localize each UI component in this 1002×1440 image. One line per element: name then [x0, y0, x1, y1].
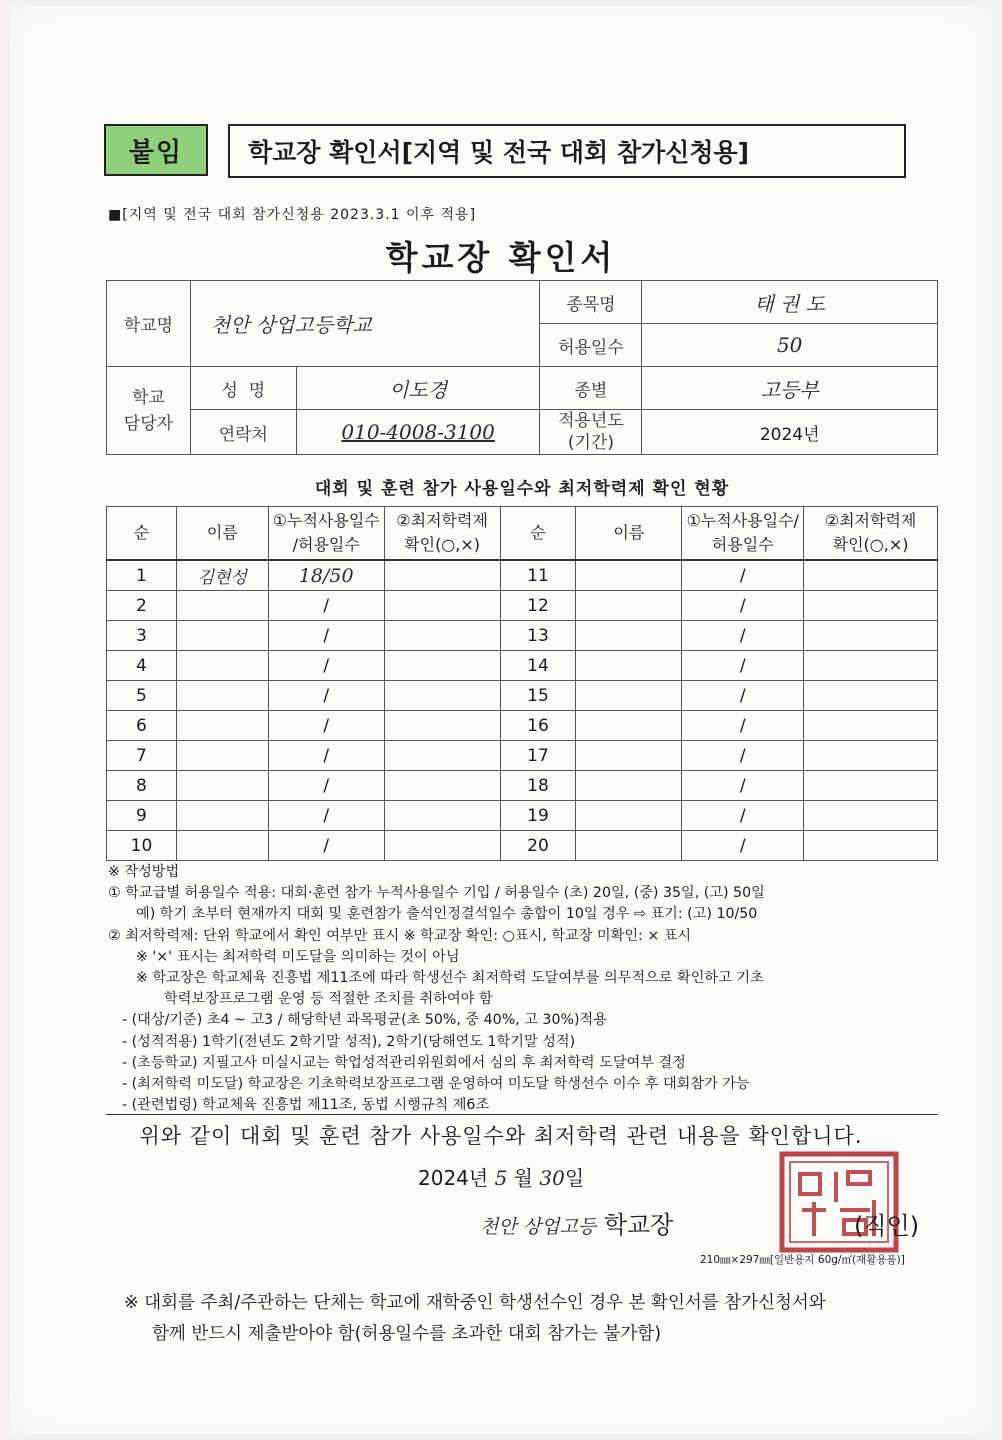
table-row: [107, 651, 938, 681]
page-title: 학교장 확인서: [385, 238, 617, 277]
grade-check: [804, 621, 938, 651]
student-name: [176, 681, 268, 711]
days-used: 18/50: [268, 560, 384, 591]
instruction-line: - (최저학력 미도달) 학교장은 기초학력보장프로그램 운영하여 미도달 학생선수 이수 후 대회참가 가능: [122, 1076, 750, 1093]
divider: [106, 1114, 938, 1115]
student-name: [576, 560, 682, 591]
allowed-days-value: 50: [642, 324, 938, 367]
row-number: 5: [107, 681, 177, 711]
student-name: [576, 801, 682, 831]
name-label: 성 명: [190, 367, 296, 410]
row-number: 14: [500, 651, 576, 681]
row-number: 2: [107, 591, 177, 621]
school-label: 학교명: [107, 281, 191, 367]
student-name: [576, 831, 682, 861]
row-number: 4: [107, 651, 177, 681]
days-used: /: [268, 741, 384, 771]
info-table: [106, 280, 938, 455]
row-number: 16: [500, 711, 576, 741]
grade-check: [804, 591, 938, 621]
table-row: [107, 560, 938, 591]
days-used: /: [268, 831, 384, 861]
row-number: 18: [500, 771, 576, 801]
instructions-heading: ※ 작성방법: [108, 864, 180, 880]
row-number: 20: [500, 831, 576, 861]
table-row: [107, 591, 938, 621]
category-label: 종별: [540, 367, 642, 410]
header-days-right: ①누적사용일수/ 허용일수: [682, 507, 804, 561]
date-day: 30: [539, 1166, 565, 1190]
student-name: [176, 711, 268, 741]
grade-check: [804, 651, 938, 681]
instruction-line: ② 최저학력제: 단위 학교에서 확인 여부만 표시 ※ 학교장 확인: ○표시, 학교장 미확인: × 표시: [108, 927, 692, 944]
student-name: [576, 711, 682, 741]
date-month: 5: [494, 1166, 508, 1190]
row-number: 1: [107, 560, 177, 591]
instruction-line: - (성적적용) 1학기(전년도 2학기말 성적), 2학기(당해연도 1학기말 성적): [122, 1033, 576, 1050]
student-name: [176, 621, 268, 651]
grade-check: [384, 711, 500, 741]
table-row: [107, 831, 938, 861]
table-row: [107, 681, 938, 711]
student-name: [176, 771, 268, 801]
row-number: 15: [500, 681, 576, 711]
header-days-left: ①누적사용일수 /허용일수: [268, 507, 384, 561]
principal-label: 학교장: [603, 1211, 674, 1239]
grade-check: [804, 771, 938, 801]
row-number: 10: [107, 831, 177, 861]
school-handwritten: 천안 상업고등: [480, 1216, 597, 1238]
header-no-right: 순: [500, 507, 576, 561]
submission-note-line: 함께 반드시 제출받아야 함(허용일수를 초과한 대회 참가는 불가함): [152, 1324, 662, 1344]
days-used: /: [682, 681, 804, 711]
instructions: [108, 862, 948, 1116]
grade-check: [384, 591, 500, 621]
student-name: 김현성: [176, 560, 268, 591]
table-row: [107, 621, 938, 651]
student-name: [576, 621, 682, 651]
row-number: 11: [500, 560, 576, 591]
grade-check: [804, 711, 938, 741]
row-number: 12: [500, 591, 576, 621]
days-used: /: [682, 560, 804, 591]
student-name: [576, 591, 682, 621]
days-used: /: [268, 681, 384, 711]
grade-check: [804, 801, 938, 831]
instruction-line: - (초등학교) 지필고사 미실시교는 학업성적관리위원회에서 심의 후 최저학력 도달여부 결정: [122, 1054, 686, 1071]
allowed-days-label: 허용일수: [540, 324, 642, 367]
instruction-line: - (관련법령) 학교체육 진흥법 제11조, 동법 시행규칙 제6조: [122, 1097, 490, 1114]
student-name: [176, 651, 268, 681]
student-name: [576, 651, 682, 681]
days-used: /: [268, 711, 384, 741]
row-number: 13: [500, 621, 576, 651]
manager-label: 학교 담당자: [107, 367, 191, 455]
issue-date: [418, 1162, 584, 1191]
row-number: 19: [500, 801, 576, 831]
grade-check: [384, 801, 500, 831]
principal-signature: [480, 1205, 673, 1240]
student-name: [576, 771, 682, 801]
student-name: [176, 831, 268, 861]
grade-check: [804, 831, 938, 861]
document-banner: 학교장 확인서[지역 및 전국 대회 참가신청용]: [228, 124, 906, 178]
instruction-line: - (대상/기준) 초4 ~ 고3 / 해당학년 과목평균(초 50%, 중 40%, 고 30%)적용: [122, 1012, 607, 1029]
date-month-unit: 월: [513, 1166, 533, 1190]
date-year: 2024년: [418, 1166, 489, 1190]
contact-value: 010-4008-3100: [296, 410, 540, 455]
student-name: [176, 591, 268, 621]
days-used: /: [682, 801, 804, 831]
days-used: /: [682, 591, 804, 621]
status-table-header: [107, 507, 938, 561]
header-check-right: ②최저학력제 확인(○,×): [804, 507, 938, 561]
confirmation-statement: 위와 같이 대회 및 훈련 참가 사용일수와 최저학력 관련 내용을 확인합니다.: [139, 1124, 863, 1148]
row-number: 6: [107, 711, 177, 741]
instruction-line: 예) 학기 초부터 현재까지 대회 및 훈련참가 출석인정결석일수 총합이 10일 경우 ⇨ 표기: (고) 10/50: [136, 906, 758, 923]
seal-label: (직인): [854, 1212, 920, 1240]
days-used: /: [682, 741, 804, 771]
name-value: 이도경: [296, 367, 540, 410]
grade-check: [804, 681, 938, 711]
days-used: /: [268, 621, 384, 651]
days-used: /: [268, 771, 384, 801]
sport-value: 태 권 도: [642, 281, 938, 324]
instruction-line: 학력보장프로그램 운영 등 적절한 조치를 취하여야 함: [164, 991, 493, 1008]
days-used: /: [682, 711, 804, 741]
school-value: 천안 상업고등학교: [190, 281, 540, 367]
date-day-unit: 일: [564, 1166, 585, 1190]
student-name: [176, 741, 268, 771]
grade-check: [384, 621, 500, 651]
table-row: [107, 771, 938, 801]
days-used: /: [268, 591, 384, 621]
days-used: /: [268, 651, 384, 681]
row-number: 9: [107, 801, 177, 831]
grade-check: [804, 741, 938, 771]
submission-note-line: ※ 대회를 주최/주관하는 단체는 학교에 재학중인 학생선수인 경우 본 확인서를 참가신청서와: [124, 1293, 826, 1313]
header-no-left: 순: [107, 507, 177, 561]
grade-check: [384, 560, 500, 591]
days-used: /: [682, 651, 804, 681]
days-used: /: [682, 771, 804, 801]
grade-check: [804, 560, 938, 591]
status-table: [106, 506, 938, 861]
instruction-line: ① 학교급별 허용일수 적용: 대회·훈련 참가 누적사용일수 기입 / 허용일수 (초) 20일, (중) 35일, (고) 50일: [108, 885, 765, 902]
table-row: [107, 741, 938, 771]
student-name: [576, 681, 682, 711]
paper-spec: 210㎜×297㎜[일반용지 60g/㎡(재활용품)]: [700, 1254, 905, 1266]
year-value: 2024년: [642, 410, 938, 455]
table-row: [107, 801, 938, 831]
row-number: 8: [107, 771, 177, 801]
student-name: [176, 801, 268, 831]
category-value: 고등부: [642, 367, 938, 410]
days-used: /: [268, 801, 384, 831]
row-number: 17: [500, 741, 576, 771]
days-used: /: [682, 621, 804, 651]
sport-label: 종목명: [540, 281, 642, 324]
year-label: 적용년도 (기간): [540, 410, 642, 455]
contact-label: 연락처: [190, 410, 296, 455]
header-name-left: 이름: [176, 507, 268, 561]
student-name: [576, 741, 682, 771]
row-number: 3: [107, 621, 177, 651]
table-row: [107, 711, 938, 741]
instruction-line: ※ 학교장은 학교체육 진흥법 제11조에 따라 학생선수 최저학력 도달여부를 의무적으로 확인하고 기초: [136, 970, 764, 987]
status-table-title: 대회 및 훈련 참가 사용일수와 최저학력제 확인 현황: [314, 479, 730, 499]
submission-note: [124, 1288, 826, 1350]
grade-check: [384, 741, 500, 771]
grade-check: [384, 651, 500, 681]
days-used: /: [682, 831, 804, 861]
row-number: 7: [107, 741, 177, 771]
grade-check: [384, 681, 500, 711]
instruction-line: ※ '×' 표시는 최저학력 미도달을 의미하는 것이 아님: [136, 948, 460, 965]
applicability-note: ■[지역 및 전국 대회 참가신청용 2023.3.1 이후 적용]: [108, 207, 477, 223]
grade-check: [384, 831, 500, 861]
grade-check: [384, 771, 500, 801]
header-name-right: 이름: [576, 507, 682, 561]
attachment-badge: 붙임: [104, 124, 208, 176]
header-check-left: ②최저학력제 확인(○,×): [384, 507, 500, 561]
